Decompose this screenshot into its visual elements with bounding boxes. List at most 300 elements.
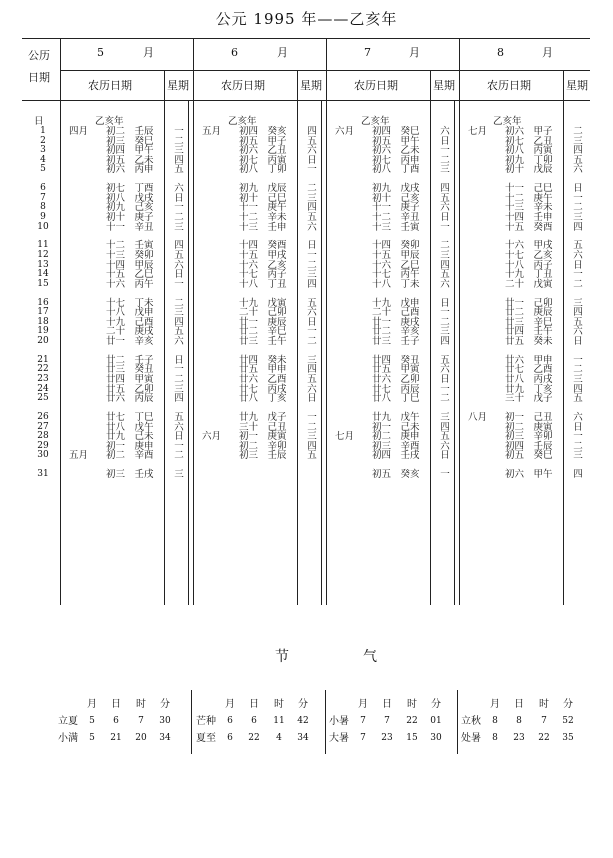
- lunar-date-entry: 廿五 乙卯: [106, 383, 154, 395]
- lunar-date-entry: 廿五 甲寅: [372, 364, 420, 376]
- jieqi-divider: [325, 690, 326, 754]
- day-number: 4: [40, 154, 46, 165]
- jieqi-divider: [457, 690, 458, 754]
- lunar-date-entry: 初五 甲子: [239, 135, 287, 147]
- lunar-date-entry: 初十 己亥: [372, 192, 420, 204]
- lunar-date-entry: 初七 丁酉: [106, 183, 154, 195]
- year-label: 乙亥年: [493, 116, 522, 127]
- jieqi-col-header: 月: [490, 699, 500, 710]
- weekday-cell: 三: [307, 269, 317, 281]
- weekday-cell: 三: [573, 135, 583, 147]
- lunar-date-entry: 十一 庚子: [372, 202, 420, 214]
- lunar-date-entry: 廿七 丙戌: [239, 383, 287, 395]
- jieqi-name: 小满: [58, 733, 78, 744]
- lunar-date-entry: 廿五 甲申: [239, 364, 287, 376]
- jieqi-name: 芒种: [196, 716, 216, 727]
- weekday-cell: 六: [174, 259, 184, 271]
- weekday-cell: 六: [573, 326, 583, 338]
- day-number: 1: [40, 126, 46, 136]
- lunar-date-entry: 十五 癸酉: [505, 221, 553, 233]
- weekday-cell: 六: [174, 183, 184, 195]
- weekday-divider: [563, 70, 564, 605]
- weekday-cell: 二: [174, 374, 184, 385]
- weekday-cell: 六: [440, 440, 450, 452]
- lunar-date-entry: 廿四 甲寅: [106, 374, 154, 385]
- weekday-cell: 四: [440, 259, 450, 271]
- lunar-date-entry: 十九 己酉: [106, 316, 154, 328]
- lunar-date-entry: 初一 己未: [372, 421, 420, 433]
- month-number: 5: [97, 46, 104, 59]
- jieqi-name: 大暑: [329, 733, 349, 744]
- jieqi-value: 8: [492, 716, 498, 726]
- weekday-cell: 四: [307, 202, 317, 214]
- jieqi-value: 7: [541, 716, 547, 726]
- jieqi-col-header: 日: [249, 699, 259, 710]
- weekday-cell: 三: [440, 250, 450, 261]
- lunar-date-entry: 初五 癸巳: [505, 450, 553, 462]
- jieqi-value: 7: [360, 716, 366, 726]
- lunar-date-entry: 初三 癸巳: [106, 135, 154, 147]
- weekday-cell: 三: [573, 450, 583, 462]
- header-nongli: 农历日期: [354, 79, 398, 92]
- weekday-cell: 四: [440, 183, 450, 195]
- weekday-cell: 六: [573, 412, 583, 423]
- lunar-month-label: 六月: [202, 431, 222, 443]
- day-number: 6: [40, 183, 46, 194]
- lunar-date-entry: 十九 戊申: [372, 297, 420, 309]
- lunar-date-entry: 初二 庚申: [372, 431, 420, 443]
- jieqi-col-header: 时: [407, 699, 417, 710]
- lunar-date-entry: 廿二 辛亥: [372, 326, 420, 338]
- lunar-date-entry: 初二 辛酉: [106, 450, 154, 462]
- weekday-cell: 一: [440, 469, 450, 481]
- weekday-cell: 三: [440, 164, 450, 176]
- weekday-cell: 一: [307, 326, 317, 338]
- weekday-divider: [164, 70, 165, 605]
- header-riqi: 日期: [28, 71, 50, 84]
- lunar-date-entry: 初九 戊戌: [372, 183, 420, 195]
- weekday-cell: 三: [573, 297, 583, 309]
- jieqi-col-header: 分: [431, 699, 441, 710]
- jieqi-col-header: 分: [160, 699, 170, 710]
- weekday-cell: 一: [573, 354, 583, 366]
- lunar-date-entry: 初五 乙未: [106, 154, 154, 166]
- day-number: 24: [37, 383, 49, 394]
- lunar-date-entry: 廿六 甲申: [505, 354, 553, 366]
- lunar-date-entry: 初五 癸亥: [372, 469, 420, 481]
- lunar-date-entry: 十八 戊申: [106, 307, 154, 319]
- weekday-cell: 五: [573, 316, 583, 328]
- jieqi-col-header: 日: [514, 699, 524, 710]
- lunar-date-entry: 廿九 戊子: [239, 412, 287, 423]
- weekday-cell: 日: [174, 354, 184, 366]
- weekday-cell: 六: [573, 164, 583, 176]
- weekday-cell: 六: [174, 421, 184, 433]
- weekday-cell: 五: [174, 412, 184, 423]
- weekday-cell: 一: [440, 221, 450, 233]
- weekday-cell: 二: [573, 126, 583, 137]
- jieqi-value: 4: [276, 733, 282, 743]
- weekday-cell: 四: [573, 221, 583, 233]
- lunar-date-entry: 十四 癸卯: [372, 240, 420, 252]
- header-nongli: 农历日期: [487, 79, 531, 92]
- lunar-date-entry: 初八 丁卯: [239, 164, 287, 176]
- header-xingqi: 星期: [167, 79, 189, 92]
- lunar-date-entry: 初九 戊辰: [239, 183, 287, 195]
- weekday-right-rule: [321, 100, 322, 605]
- weekday-cell: 一: [573, 269, 583, 281]
- lunar-month-label: 五月: [202, 126, 222, 137]
- lunar-date-entry: 初七 丙寅: [239, 154, 287, 166]
- jieqi-value: 23: [513, 733, 525, 743]
- lunar-date-entry: 廿三 癸丑: [106, 364, 154, 376]
- lunar-date-entry: 初三 辛酉: [372, 440, 420, 452]
- day-number: 2: [40, 135, 46, 146]
- weekday-cell: 日: [440, 374, 450, 385]
- jieqi-value: 5: [89, 716, 95, 726]
- weekday-cell: 日: [573, 259, 583, 271]
- month-number: 7: [364, 46, 371, 59]
- weekday-cell: 五: [307, 212, 317, 223]
- weekday-cell: 一: [174, 278, 184, 290]
- weekday-cell: 一: [307, 250, 317, 261]
- jieqi-value: 21: [110, 733, 122, 743]
- header-nongli: 农历日期: [88, 79, 132, 92]
- jieqi-col-header: 月: [358, 699, 368, 710]
- weekday-cell: 三: [307, 431, 317, 443]
- lunar-date-entry: 十一 庚午: [239, 202, 287, 214]
- lunar-date-entry: 初十 戊辰: [505, 164, 553, 176]
- weekday-cell: 二: [307, 259, 317, 271]
- lunar-date-entry: 十二 壬寅: [106, 240, 154, 252]
- lunar-date-entry: 十三 辛未: [505, 202, 553, 214]
- lunar-date-entry: 初六 甲子: [505, 126, 553, 137]
- month-number: 8: [497, 46, 504, 59]
- weekday-cell: 日: [307, 316, 317, 328]
- day-number: 3: [40, 145, 46, 156]
- header-bottom-rule: [22, 100, 590, 101]
- lunar-date-entry: 十七 乙亥: [505, 250, 553, 261]
- weekday-cell: 四: [307, 278, 317, 290]
- lunar-date-entry: 初六 甲午: [505, 469, 553, 481]
- lunar-month-label: 四月: [69, 126, 89, 137]
- lunar-date-entry: 初十 庚子: [106, 212, 154, 223]
- lunar-date-entry: 十八 丙子: [505, 259, 553, 271]
- lunar-date-entry: 初四 癸亥: [239, 126, 287, 137]
- lunar-date-entry: 廿七 丙辰: [372, 383, 420, 395]
- weekday-cell: 三: [174, 221, 184, 233]
- weekday-cell: 四: [307, 126, 317, 137]
- lunar-date-entry: 初三 壬辰: [239, 450, 287, 462]
- lunar-date-entry: 十七 丁未: [106, 297, 154, 309]
- day-number: 5: [40, 164, 46, 175]
- lunar-date-entry: 廿八 丁巳: [372, 393, 420, 405]
- lunar-date-entry: 初二 壬辰: [106, 126, 154, 137]
- lunar-date-entry: 廿六 乙酉: [239, 374, 287, 385]
- jieqi-value: 20: [135, 733, 147, 743]
- weekday-cell: 四: [573, 145, 583, 157]
- year-label: 乙亥年: [228, 116, 257, 127]
- weekday-right-rule: [188, 100, 189, 605]
- jieqi-value: 15: [406, 733, 418, 743]
- lunar-date-entry: 廿一 辛亥: [106, 336, 154, 347]
- day-label: 日: [34, 116, 44, 127]
- lunar-date-entry: 十二 辛未: [239, 212, 287, 223]
- weekday-cell: 日: [440, 450, 450, 462]
- weekday-cell: 一: [440, 307, 450, 319]
- weekday-cell: 三: [174, 145, 184, 157]
- header-gongli: 公历: [28, 49, 50, 62]
- lunar-date-entry: 初四 癸巳: [372, 126, 420, 137]
- lunar-date-entry: 初七 乙丑: [505, 135, 553, 147]
- lunar-date-entry: 初十 己巳: [239, 192, 287, 204]
- weekday-cell: 五: [573, 240, 583, 252]
- jieqi-value: 22: [538, 733, 550, 743]
- day-number: 22: [37, 364, 49, 375]
- weekday-cell: 日: [573, 421, 583, 433]
- lunar-date-entry: 初八 丁酉: [372, 164, 420, 176]
- weekday-cell: 五: [440, 354, 450, 366]
- weekday-cell: 五: [174, 164, 184, 176]
- lunar-month-label: 七月: [335, 431, 355, 443]
- lunar-date-entry: 初五 甲午: [372, 135, 420, 147]
- weekday-cell: 四: [440, 336, 450, 347]
- weekday-cell: 五: [440, 431, 450, 443]
- weekday-cell: 二: [573, 202, 583, 214]
- day-number: 8: [40, 202, 46, 213]
- day-number: 16: [37, 297, 49, 308]
- weekday-cell: 一: [307, 412, 317, 423]
- lunar-date-entry: 初一 己丑: [505, 412, 553, 423]
- jieqi-value: 11: [273, 716, 285, 726]
- page-title: 公元 1995 年——乙亥年: [215, 10, 398, 28]
- lunar-date-entry: 廿二 庚辰: [505, 307, 553, 319]
- weekday-cell: 三: [174, 383, 184, 395]
- weekday-cell: 三: [440, 326, 450, 338]
- lunar-date-entry: 十五 甲辰: [372, 250, 420, 261]
- weekday-cell: 六: [174, 336, 184, 347]
- lunar-month-label: 六月: [335, 126, 355, 137]
- weekday-cell: 三: [440, 412, 450, 423]
- lunar-date-entry: 廿二 辛巳: [239, 326, 287, 338]
- lunar-date-entry: 初四 壬戌: [372, 450, 420, 462]
- weekday-cell: 五: [440, 192, 450, 204]
- weekday-cell: 二: [174, 450, 184, 462]
- jieqi-value: 42: [297, 716, 309, 726]
- weekday-cell: 三: [307, 354, 317, 366]
- lunar-date-entry: 十一 己巳: [505, 183, 553, 195]
- lunar-date-entry: 十六 乙亥: [239, 259, 287, 271]
- weekday-cell: 日: [174, 192, 184, 204]
- jieqi-col-header: 日: [382, 699, 392, 710]
- col-divider: [193, 38, 194, 605]
- lunar-date-entry: 初九 丁卯: [505, 154, 553, 166]
- jieqi-value: 34: [297, 733, 309, 743]
- weekday-cell: 四: [174, 240, 184, 252]
- month-unit: 月: [409, 46, 420, 59]
- weekday-divider: [297, 70, 298, 605]
- lunar-month-label: 八月: [468, 412, 488, 423]
- jieqi-value: 35: [562, 733, 574, 743]
- jieqi-col-header: 时: [539, 699, 549, 710]
- month-number: 6: [231, 46, 238, 59]
- col-divider: [326, 38, 327, 605]
- lunar-date-entry: 廿三 辛巳: [505, 316, 553, 328]
- weekday-cell: 三: [174, 469, 184, 481]
- weekday-cell: 日: [573, 183, 583, 195]
- day-number: 25: [37, 393, 49, 404]
- lunar-date-entry: 廿三 壬子: [372, 336, 420, 347]
- jieqi-value: 7: [138, 716, 144, 726]
- lunar-date-entry: 初八 戊戌: [106, 192, 154, 204]
- weekday-cell: 五: [573, 154, 583, 166]
- weekday-cell: 六: [573, 250, 583, 261]
- jieqi-divider: [191, 690, 192, 754]
- weekday-cell: 三: [174, 307, 184, 319]
- lunar-date-entry: 廿二 壬子: [106, 354, 154, 366]
- lunar-date-entry: 三十 己丑: [239, 421, 287, 433]
- jieqi-name: 小暑: [329, 716, 349, 727]
- lunar-date-entry: 廿四 壬午: [505, 326, 553, 338]
- lunar-date-entry: 廿九 己未: [106, 431, 154, 443]
- jieqi-value: 6: [227, 733, 233, 743]
- day-number: 15: [37, 278, 49, 289]
- jieqi-value: 23: [381, 733, 393, 743]
- day-number: 7: [40, 192, 46, 203]
- weekday-cell: 五: [307, 450, 317, 462]
- jieqi-name: 立秋: [461, 716, 481, 727]
- day-number: 9: [40, 212, 46, 222]
- lunar-date-entry: 廿三 壬午: [239, 336, 287, 347]
- month-unit: 月: [277, 46, 288, 59]
- lunar-date-entry: 十五 甲戌: [239, 250, 287, 261]
- weekday-cell: 二: [307, 183, 317, 195]
- col-divider: [60, 38, 61, 605]
- lunar-date-entry: 十八 丁未: [372, 278, 420, 290]
- day-number: 31: [37, 469, 49, 480]
- lunar-date-entry: 廿一 庚戌: [372, 316, 420, 328]
- lunar-date-entry: 廿六 丙辰: [106, 393, 154, 405]
- day-number: 14: [37, 269, 49, 280]
- lunar-date-entry: 十三 癸卯: [106, 250, 154, 261]
- weekday-cell: 一: [573, 192, 583, 204]
- lunar-date-entry: 十七 丙子: [239, 269, 287, 281]
- lunar-date-entry: 十二 辛丑: [372, 212, 420, 223]
- lunar-date-entry: 十六 甲戌: [505, 240, 553, 252]
- day-number: 19: [37, 326, 49, 337]
- weekday-cell: 五: [174, 250, 184, 261]
- weekday-cell: 六: [440, 202, 450, 214]
- weekday-cell: 日: [440, 212, 450, 223]
- lunar-date-entry: 十四 癸酉: [239, 240, 287, 252]
- jieqi-value: 6: [113, 716, 119, 726]
- weekday-cell: 四: [174, 154, 184, 166]
- lunar-date-entry: 廿九 丁亥: [505, 383, 553, 395]
- lunar-date-entry: 十九 戊寅: [239, 297, 287, 309]
- weekday-cell: 日: [307, 154, 317, 166]
- lunar-date-entry: 初四 甲午: [106, 145, 154, 157]
- weekday-cell: 六: [307, 145, 317, 157]
- weekday-cell: 六: [307, 307, 317, 319]
- lunar-date-entry: 十二 庚午: [505, 192, 553, 204]
- weekday-cell: 一: [174, 126, 184, 137]
- jieqi-title: 节 气: [275, 649, 407, 665]
- day-number: 17: [37, 307, 49, 318]
- weekday-cell: 二: [174, 135, 184, 147]
- header-xingqi: 星期: [433, 79, 455, 92]
- lunar-date-entry: 十六 乙巳: [372, 259, 420, 271]
- day-number: 30: [37, 450, 49, 461]
- weekday-cell: 二: [573, 278, 583, 290]
- lunar-date-entry: 初二 辛卯: [239, 440, 287, 452]
- weekday-cell: 三: [573, 212, 583, 223]
- lunar-date-entry: 初二 庚寅: [505, 421, 553, 433]
- lunar-date-entry: 廿四 癸丑: [372, 354, 420, 366]
- lunar-date-entry: 十六 丙午: [106, 278, 154, 290]
- weekday-cell: 二: [440, 154, 450, 166]
- lunar-date-entry: 初八 丙寅: [505, 145, 553, 157]
- lunar-date-entry: 初六 乙未: [372, 145, 420, 157]
- lunar-date-entry: 十三 壬申: [239, 221, 287, 233]
- weekday-cell: 四: [307, 364, 317, 376]
- jieqi-col-header: 时: [136, 699, 146, 710]
- jieqi-name: 夏至: [196, 733, 216, 744]
- weekday-cell: 二: [573, 440, 583, 452]
- weekday-cell: 六: [307, 221, 317, 233]
- lunar-date-entry: 廿六 乙卯: [372, 374, 420, 385]
- jieqi-value: 01: [430, 716, 442, 726]
- lunar-date-entry: 十七 丙午: [372, 269, 420, 281]
- lunar-date-entry: 十四 甲辰: [106, 259, 154, 271]
- weekday-cell: 日: [440, 135, 450, 147]
- lunar-date-entry: 十三 壬寅: [372, 221, 420, 233]
- lunar-date-entry: 初三 辛卯: [505, 431, 553, 443]
- jieqi-value: 7: [360, 733, 366, 743]
- weekday-cell: 五: [307, 374, 317, 385]
- day-number: 27: [37, 421, 49, 432]
- weekday-cell: 日: [307, 240, 317, 252]
- weekday-cell: 日: [573, 336, 583, 347]
- weekday-cell: 二: [440, 316, 450, 328]
- day-number: 23: [37, 374, 49, 384]
- lunar-date-entry: 初六 乙丑: [239, 145, 287, 157]
- lunar-date-entry: 二十 戊寅: [505, 278, 553, 290]
- header-xingqi: 星期: [300, 79, 322, 92]
- lunar-date-entry: 三十 戊子: [505, 393, 553, 405]
- day-number: 26: [37, 412, 49, 422]
- header-nongli: 农历日期: [221, 79, 265, 92]
- jieqi-col-header: 日: [111, 699, 121, 710]
- lunar-date-entry: 二十 庚戌: [106, 326, 154, 338]
- jieqi-name: 处暑: [461, 733, 481, 744]
- header-xingqi: 星期: [566, 79, 588, 92]
- weekday-cell: 四: [573, 307, 583, 319]
- weekday-cell: 二: [440, 240, 450, 252]
- lunar-date-entry: 初一 庚寅: [239, 431, 287, 443]
- jieqi-value: 5: [89, 733, 95, 743]
- weekday-cell: 三: [307, 192, 317, 204]
- lunar-date-entry: 廿八 丙戌: [505, 374, 553, 385]
- day-number: 10: [37, 221, 49, 232]
- lunar-date-entry: 廿七 乙酉: [505, 364, 553, 376]
- jieqi-name: 立夏: [58, 716, 78, 727]
- lunar-date-entry: 十一 辛丑: [106, 221, 154, 233]
- year-label: 乙亥年: [95, 116, 124, 127]
- weekday-cell: 四: [573, 383, 583, 395]
- lunar-date-entry: 初三 壬戌: [106, 469, 154, 481]
- lunar-date-entry: 廿五 癸未: [505, 336, 553, 347]
- jieqi-value: 7: [384, 716, 390, 726]
